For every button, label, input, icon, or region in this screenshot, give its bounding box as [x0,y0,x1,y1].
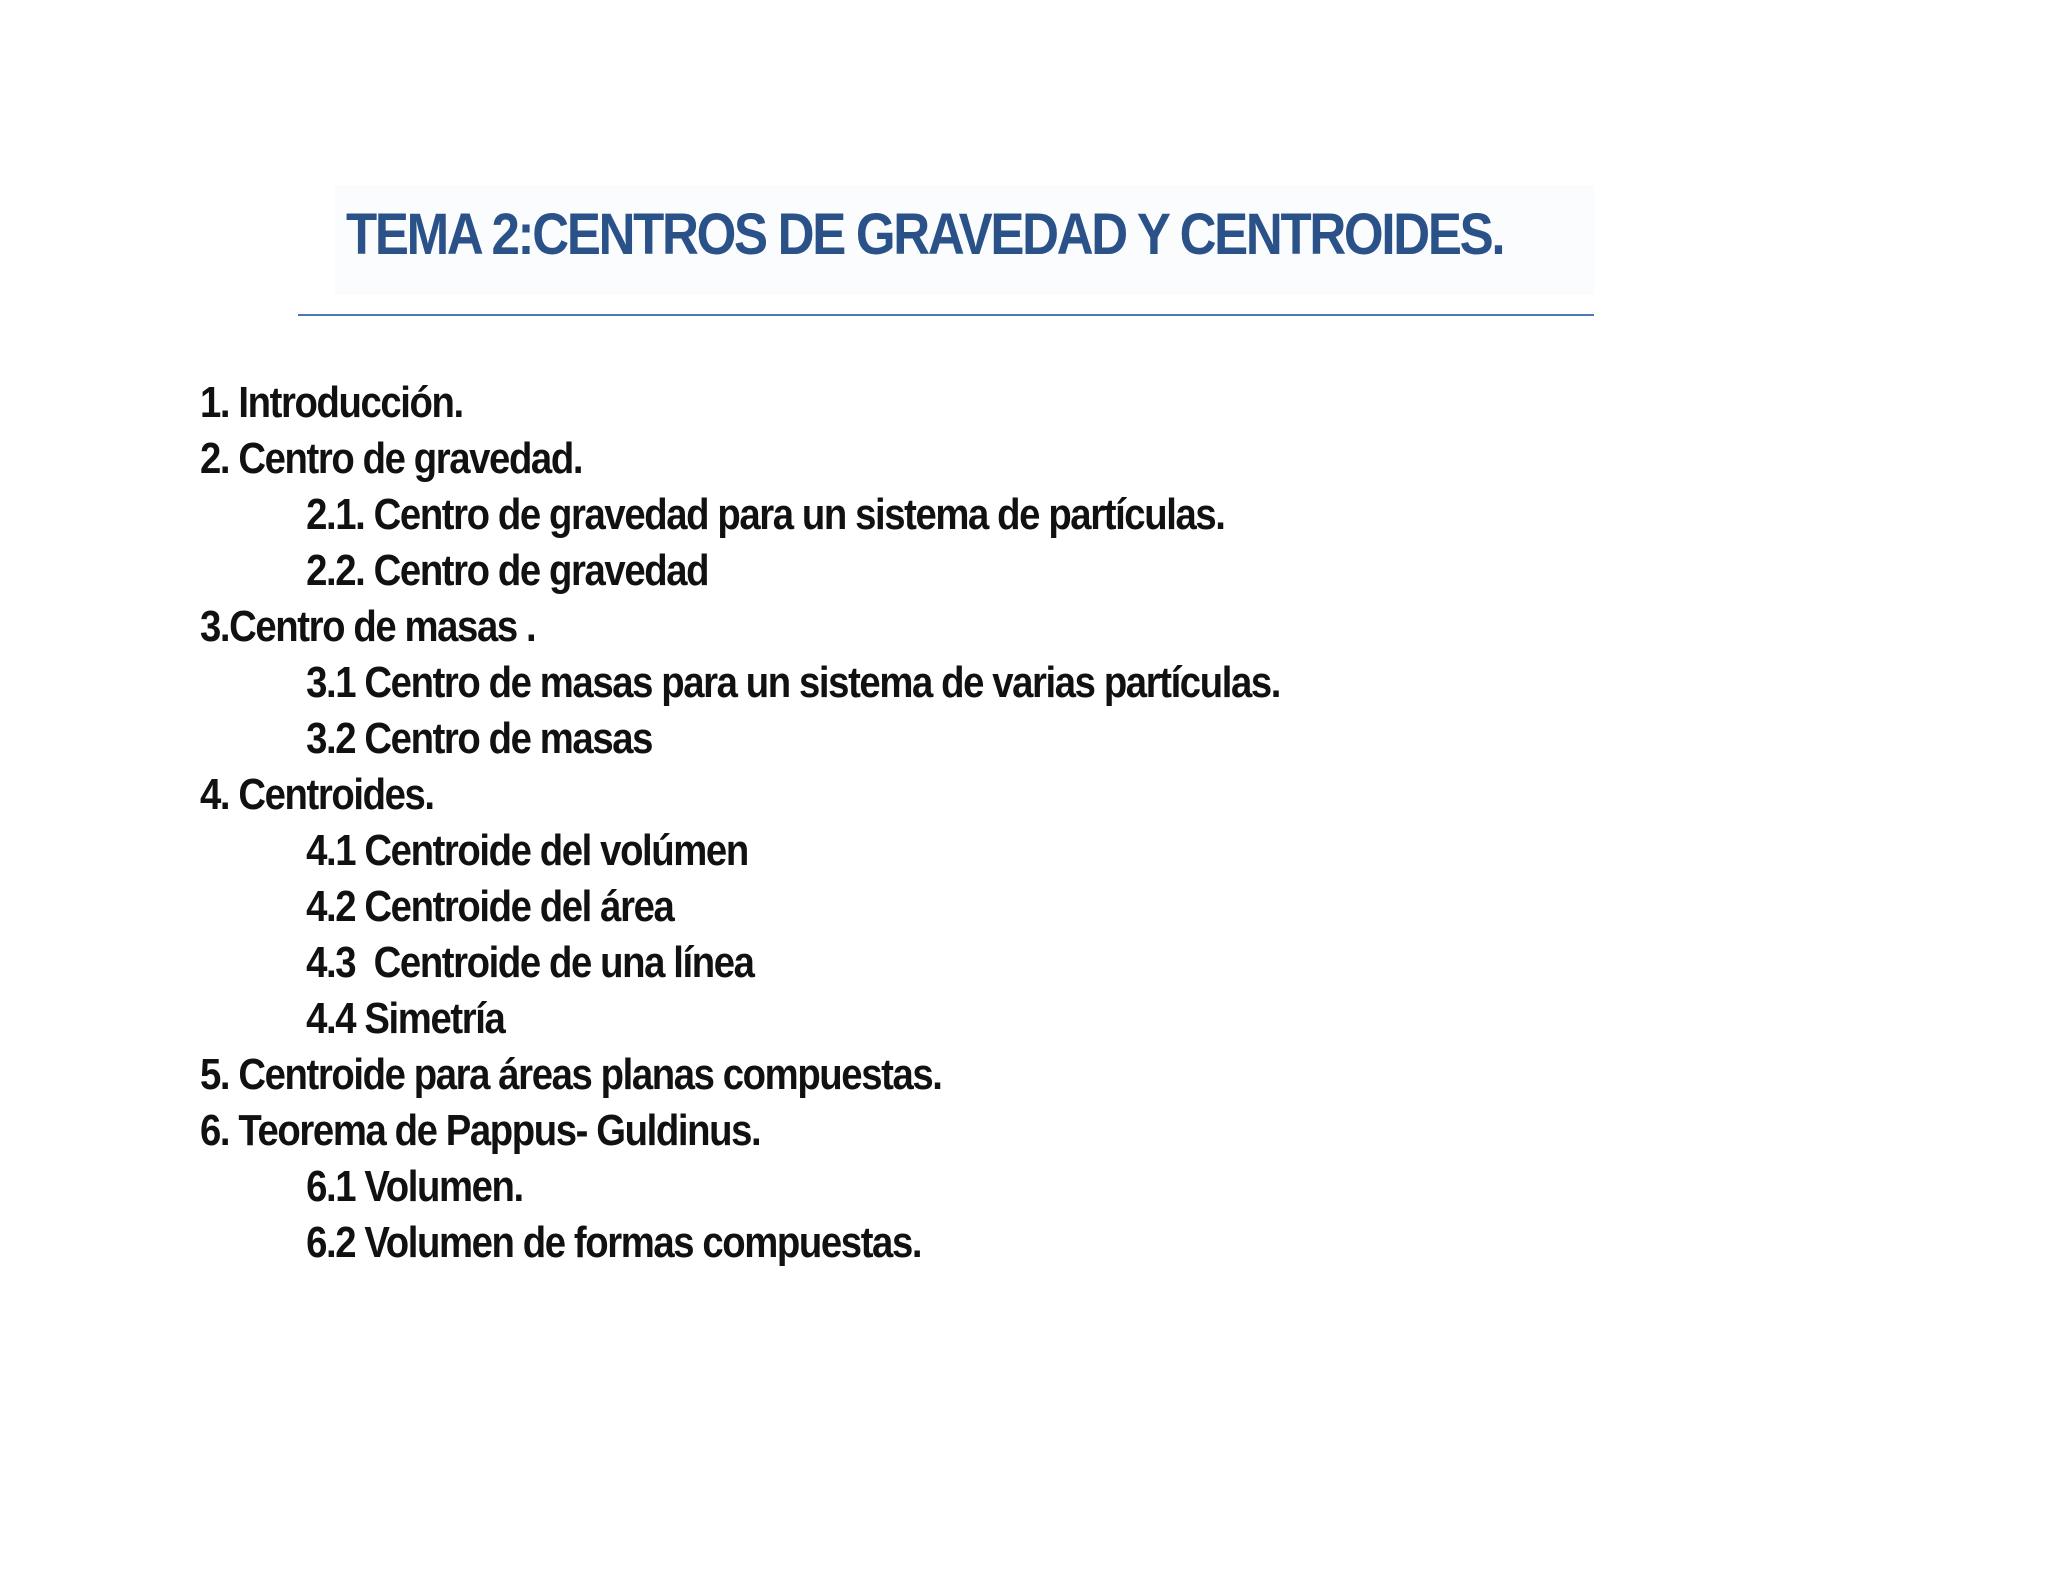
page-title: TEMA 2:CENTROS DE GRAVEDAD Y CENTROIDES. [346,202,1504,267]
title-divider [298,314,1594,316]
toc-subitem: 3.1 Centro de masas para un sistema de varias partículas. [306,658,1280,707]
toc-subitem: 2.2. Centro de gravedad [306,546,709,595]
toc-subitem: 4.3 Centroide de una línea [306,938,754,987]
toc-item: 2. Centro de gravedad. [200,434,583,483]
toc-item: 4. Centroides. [200,770,434,819]
table-of-contents [200,375,1441,1271]
toc-subitem: 4.1 Centroide del volúmen [306,826,748,875]
toc-subitem: 6.1 Volumen. [306,1162,523,1211]
toc-item: 5. Centroide para áreas planas compuestas. [200,1050,942,1099]
toc-subitem: 3.2 Centro de masas [306,714,653,763]
toc-item: 3.Centro de masas . [200,602,536,651]
toc-subitem: 4.2 Centroide del área [306,882,674,931]
toc-subitem: 2.1. Centro de gravedad para un sistema de partículas. [306,490,1225,539]
toc-subitem: 4.4 Simetría [306,994,505,1043]
toc-item: 6. Teorema de Pappus- Guldinus. [200,1106,761,1155]
toc-subitem: 6.2 Volumen de formas compuestas. [306,1218,922,1267]
toc-item: 1. Introducción. [200,378,463,427]
